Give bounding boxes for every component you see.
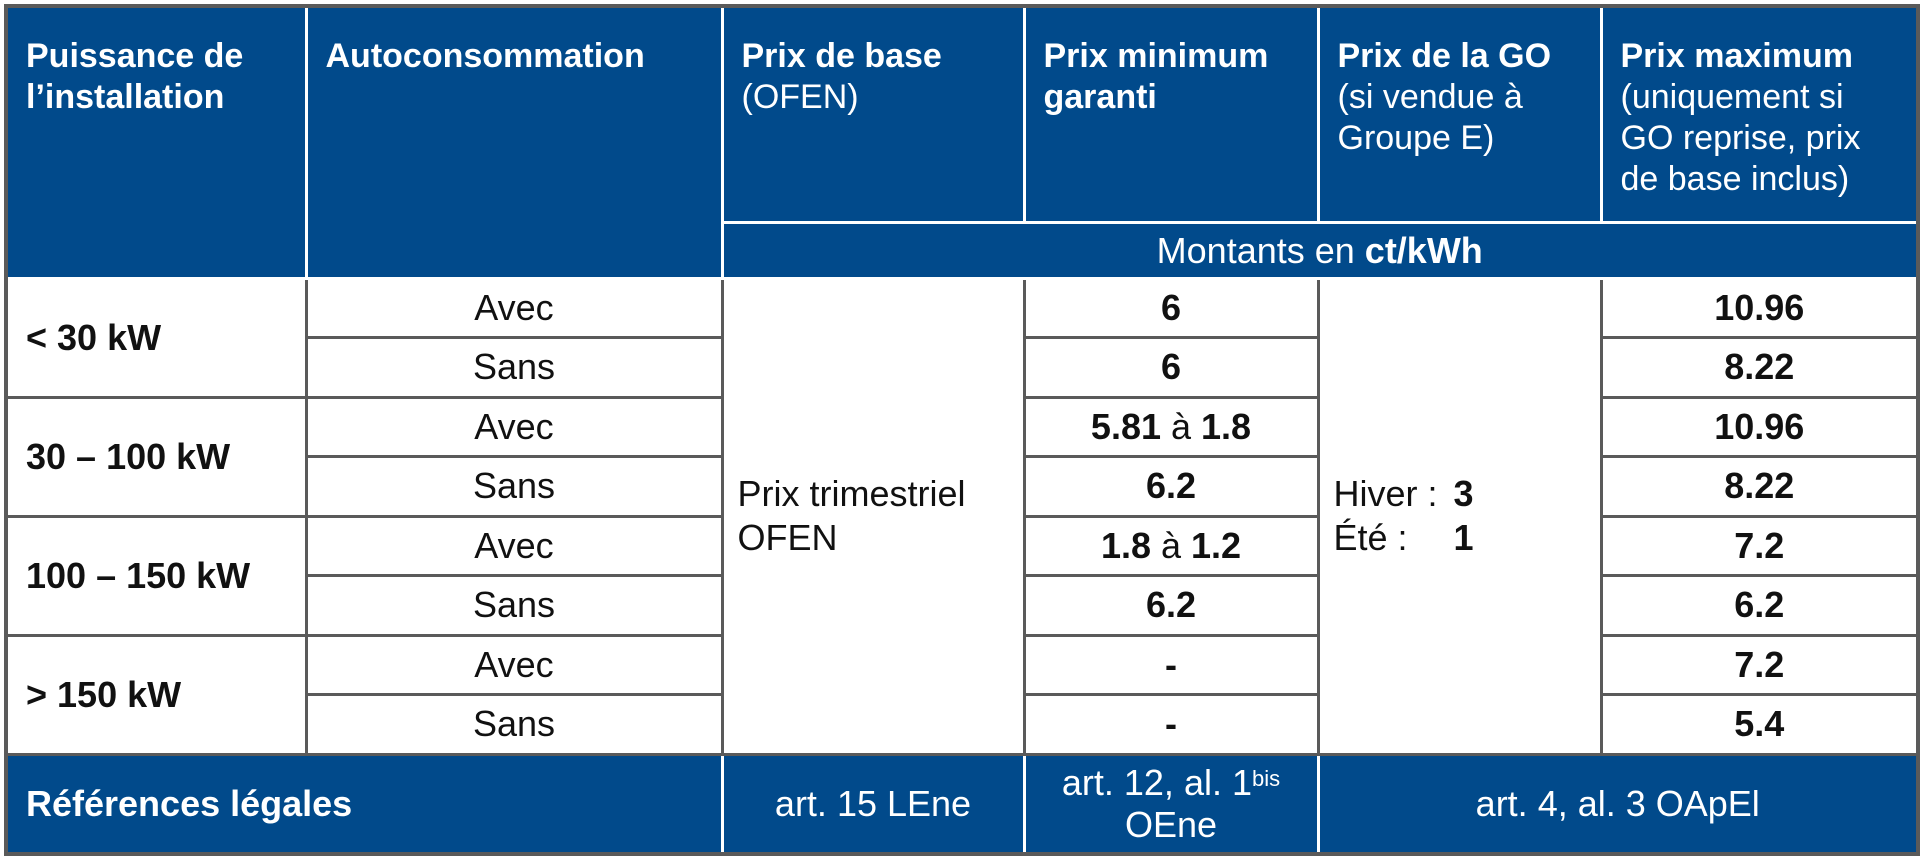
min-price-to: 1.2 [1191, 524, 1242, 566]
header-base-price-sub: (OFEN) [741, 78, 859, 116]
header-go-price-label: Prix de la GO [1337, 37, 1552, 75]
header-autoconsommation [306, 6, 722, 278]
go-price-cell [1318, 278, 1601, 754]
go-summer-value: 1 [1453, 517, 1474, 558]
autoconsommation-cell: Avec [306, 278, 722, 338]
min-price-cell: 6.2 [1024, 457, 1318, 517]
header-power [6, 6, 306, 278]
max-price-cell: 8.22 [1601, 457, 1918, 517]
min-price-from: 5.81 [1090, 405, 1161, 447]
tariff-table [4, 4, 1920, 856]
header-min-price-label: Prix minimum garanti [1043, 37, 1269, 116]
go-winter-line [1334, 472, 1600, 516]
go-summer-line [1334, 516, 1600, 560]
units-note [722, 222, 1918, 278]
max-price-cell: 7.2 [1601, 635, 1918, 695]
header-max-price-label: Prix maximum [1620, 37, 1853, 75]
header-min-price [1024, 6, 1318, 222]
min-price-cell: 6.2 [1024, 576, 1318, 636]
base-price-cell: Prix trimestriel OFEN [722, 278, 1024, 754]
autoconsommation-cell: Sans [306, 695, 722, 755]
legal-references-label: Références légales [6, 754, 722, 854]
power-range-cell: < 30 kW [6, 278, 306, 397]
autoconsommation-cell: Sans [306, 576, 722, 636]
header-power-label: Puissance de l’installation [26, 37, 244, 116]
min-price-cell [1024, 397, 1318, 457]
legal-ref-base-price: art. 15 LEne [722, 754, 1024, 854]
legal-ref-min-sup: bis [1251, 765, 1281, 791]
units-prefix: Montants en [1156, 229, 1365, 271]
min-price-connector: à [1161, 405, 1202, 447]
autoconsommation-cell: Avec [306, 516, 722, 576]
min-price-connector: à [1150, 524, 1192, 566]
max-price-cell: 10.96 [1601, 278, 1918, 338]
max-price-cell: 10.96 [1601, 397, 1918, 457]
autoconsommation-cell: Avec [306, 397, 722, 457]
min-price-to: 1.8 [1201, 405, 1252, 447]
max-price-cell: 8.22 [1601, 338, 1918, 398]
header-go-price-sub: (si vendue à Groupe E) [1337, 78, 1523, 157]
power-range-cell: 100 – 150 kW [6, 516, 306, 635]
min-price-cell: 6 [1024, 278, 1318, 338]
go-winter-label: Hiver : [1333, 473, 1438, 514]
header-base-price [722, 6, 1024, 222]
autoconsommation-cell: Avec [306, 635, 722, 695]
go-winter-value: 3 [1453, 473, 1474, 514]
power-range-cell: > 150 kW [6, 635, 306, 754]
min-price-cell: - [1024, 635, 1318, 695]
go-summer-label: Été : [1333, 517, 1408, 558]
units-unit: ct/kWh [1364, 229, 1483, 271]
autoconsommation-cell: Sans [306, 338, 722, 398]
min-price-cell [1024, 516, 1318, 576]
legal-ref-min-price [1024, 754, 1318, 854]
table-row [6, 278, 1918, 338]
min-price-cell: 6 [1024, 338, 1318, 398]
power-range-cell: 30 – 100 kW [6, 397, 306, 516]
header-go-price [1318, 6, 1601, 222]
legal-ref-go-max: art. 4, al. 3 OApEl [1318, 754, 1918, 854]
header-max-price [1601, 6, 1918, 222]
legal-ref-min-main: art. 12, al. 1 [1061, 761, 1252, 803]
legal-ref-min-tail: OEne [1124, 803, 1218, 845]
max-price-cell: 7.2 [1601, 516, 1918, 576]
min-price-cell: - [1024, 695, 1318, 755]
header-base-price-label: Prix de base [741, 37, 942, 75]
max-price-cell: 6.2 [1601, 576, 1918, 636]
header-autoconsommation-label: Autoconsommation [325, 37, 645, 75]
header-max-price-sub: (uniquement si GO reprise, prix de base inclus) [1620, 78, 1861, 198]
min-price-from: 1.8 [1100, 524, 1151, 566]
autoconsommation-cell: Sans [306, 457, 722, 517]
max-price-cell: 5.4 [1601, 695, 1918, 755]
